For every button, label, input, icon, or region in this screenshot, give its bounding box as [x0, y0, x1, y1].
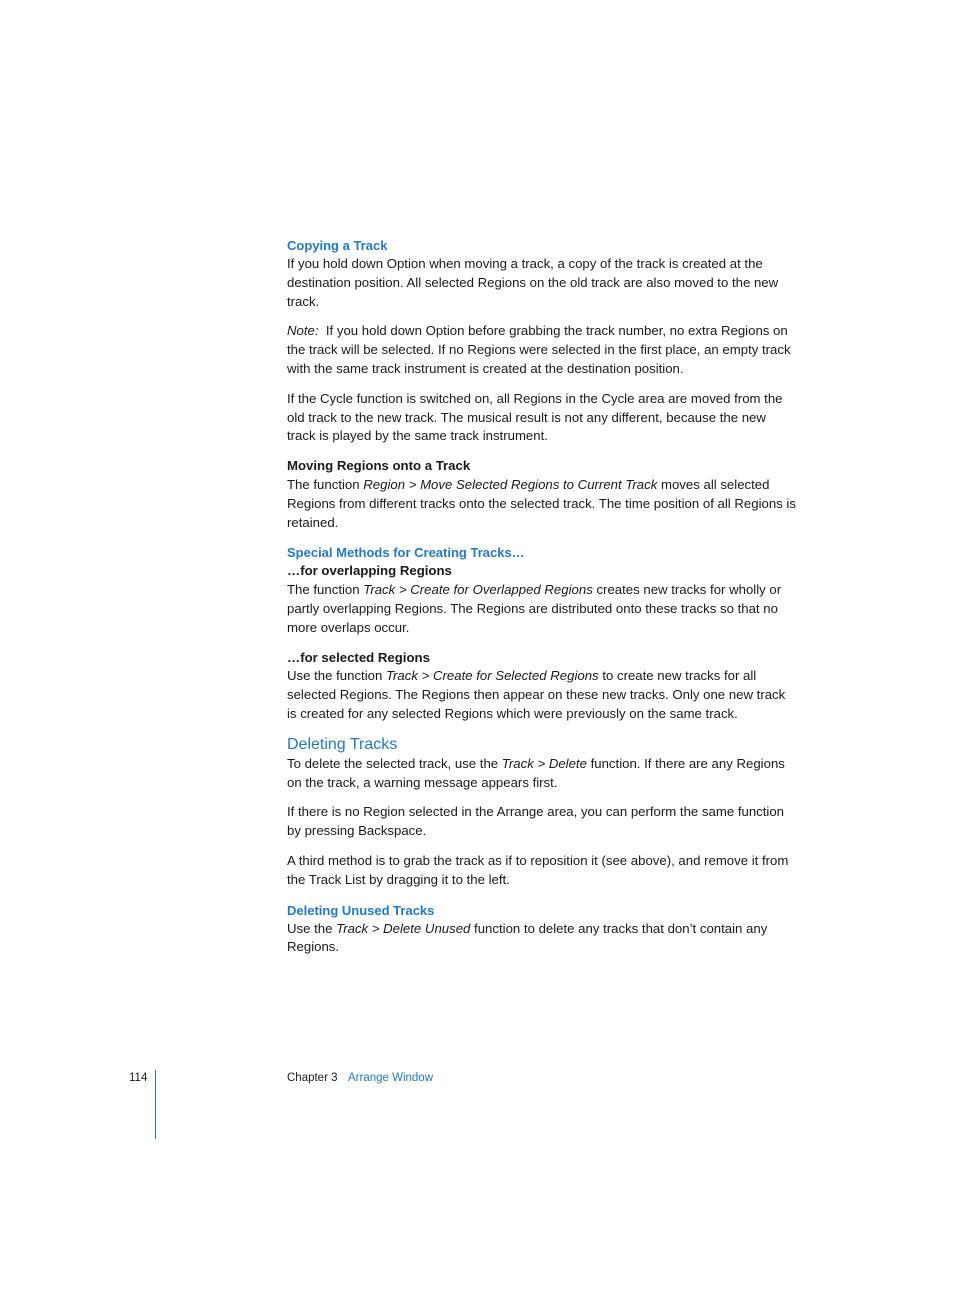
page-content	[287, 236, 797, 968]
text-fragment: moves all selected Regions from different tracks onto the selected track. The time position of all Regions is retained.	[287, 476, 796, 530]
menu-path: Track > Delete Unused	[336, 920, 471, 936]
heading-overlapping-regions: …for overlapping Regions	[287, 563, 452, 579]
paragraph-cycle-function: If the Cycle function is switched on, all Regions in the Cycle area are moved from the old track to the new track. The musical result is not any different, because the new track is played by the same track instrument.	[287, 390, 783, 444]
menu-path: Region > Move Selected Regions to Current Track	[363, 476, 658, 492]
paragraph-selected-regions	[287, 667, 797, 723]
heading-deleting-tracks: Deleting Tracks	[287, 735, 398, 753]
text-fragment: Use the function	[287, 668, 386, 684]
paragraph-deleting-unused	[287, 920, 797, 958]
paragraph-copying-intro: If you hold down Option when moving a track, a copy of the track is created at the destination position. All selected Regions on the old track are also moved to the new track.	[287, 256, 779, 309]
paragraph-third-method: A third method is to grab the track as if to reposition it (see above), and remove it from the Track List by dragging it to the left.	[287, 852, 789, 887]
heading-deleting-unused-tracks: Deleting Unused Tracks	[287, 902, 435, 918]
paragraph-overlapping-regions	[287, 581, 797, 637]
chapter-title: Arrange Window	[348, 1072, 434, 1084]
chapter-label: Chapter 3	[287, 1072, 338, 1084]
paragraph-note	[287, 322, 797, 378]
text-fragment: Use the	[287, 920, 337, 936]
paragraph-backspace: If there is no Region selected in the Arrange area, you can perform the same function by pressing Backspace.	[287, 804, 785, 839]
text-fragment: function. If there are any Regions on the track, a warning message appears first.	[287, 755, 785, 790]
text-fragment: The function	[287, 476, 364, 492]
text-fragment: creates new tracks for wholly or partly overlapping Regions. The Regions are distributed onto these tracks so that no more overlaps occur.	[287, 582, 782, 635]
heading-selected-regions: …for selected Regions	[287, 649, 430, 665]
heading-special-methods: Special Methods for Creating Tracks…	[287, 545, 525, 561]
note-label: Note:	[287, 323, 319, 339]
heading-copying-a-track: Copying a Track	[287, 238, 388, 253]
footer-divider	[155, 1070, 156, 1139]
page-number: 114	[129, 1072, 148, 1084]
heading-moving-regions: Moving Regions onto a Track	[287, 458, 471, 474]
menu-path: Track > Create for Overlapped Regions	[363, 582, 593, 598]
menu-path: Track > Delete	[501, 755, 587, 771]
paragraph-moving-regions	[287, 476, 797, 532]
text-fragment: To delete the selected track, use the	[287, 755, 502, 771]
text-fragment: function to delete any tracks that don’t contain any Regions.	[287, 920, 768, 955]
text-fragment: The function	[287, 582, 364, 598]
paragraph-deleting-intro	[287, 755, 797, 793]
menu-path: Track > Create for Selected Regions	[385, 668, 599, 684]
note-text: If you hold down Option before grabbing the track number, no extra Regions on the track will be selected. If no Regions were selected in the first place, an empty track with the same track instrument is created at the destination position.	[287, 323, 791, 376]
text-fragment: to create new tracks for all selected Regions. The Regions then appear on these new tracks. Only one new track is created for any selected Regions which were previously on the same track.	[287, 668, 786, 721]
